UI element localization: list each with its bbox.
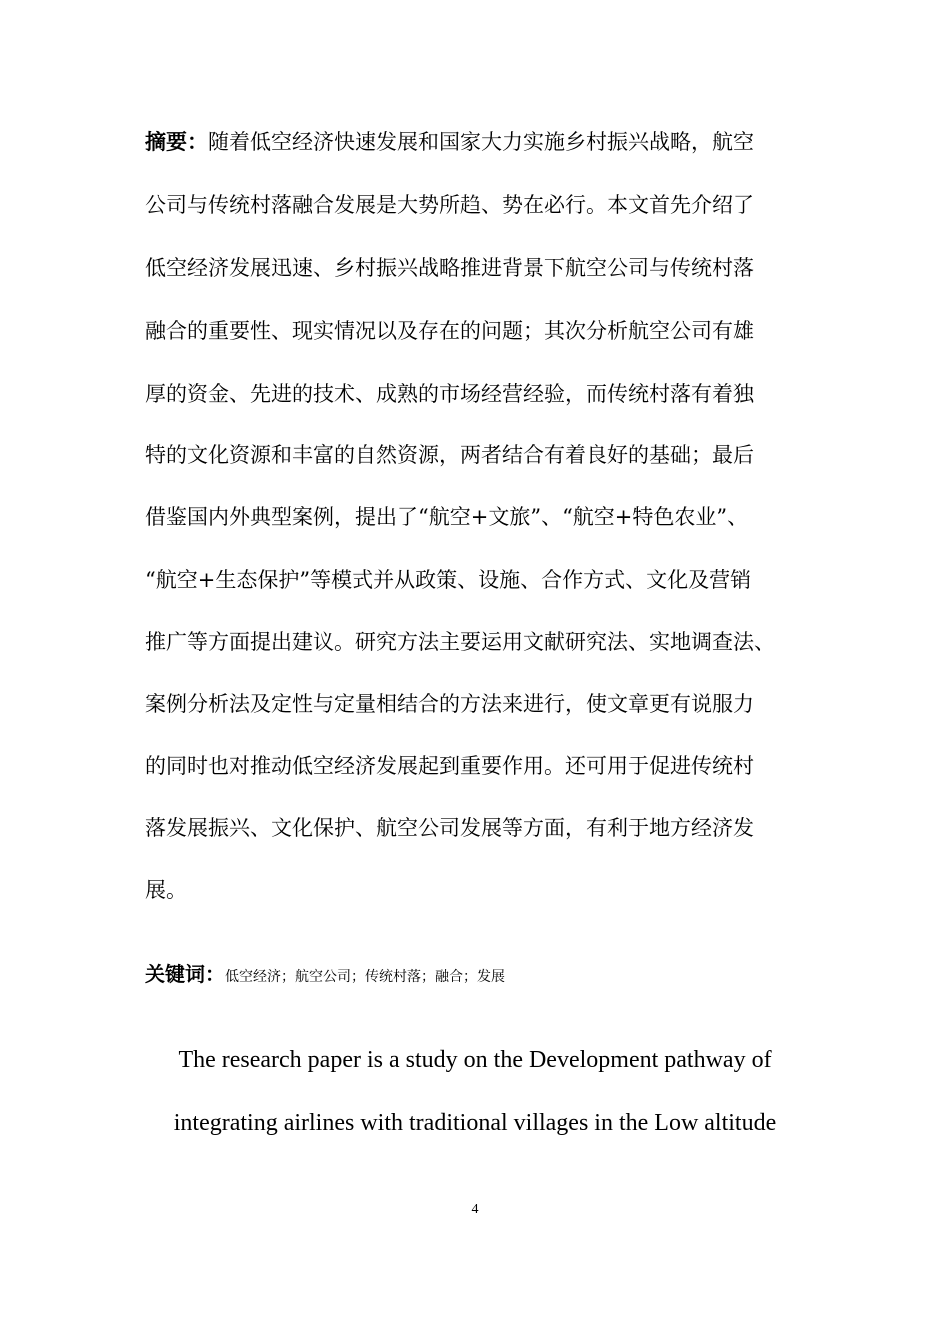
abstract-line-4: 融合的重要性、现实情况以及存在的问题；其次分析航空公司有雄	[145, 319, 754, 343]
keywords-heading: 关键词：	[145, 962, 225, 986]
page-number: 4	[471, 1202, 479, 1217]
english-title-line-1: The research paper is a study on the Development pathway of	[178, 1047, 772, 1073]
abstract-line-10: 案例分析法及定性与定量相结合的方法来进行，使文章更有说服力	[145, 692, 754, 716]
abstract-text: 随着低空经济快速发展和国家大力实施乡村振兴战略，航空	[208, 130, 754, 154]
keywords-text: 低空经济；航空公司；传统村落；融合；发展	[225, 969, 505, 985]
abstract-line-1	[145, 122, 754, 162]
abstract-line-9: 推广等方面提出建议。研究方法主要运用文献研究法、实地调查法、	[145, 630, 775, 654]
abstract-line-3: 低空经济发展迅速、乡村振兴战略推进背景下航空公司与传统村落	[145, 256, 754, 280]
abstract-line-5: 厚的资金、先进的技术、成熟的市场经营经验，而传统村落有着独	[145, 382, 754, 406]
abstract-line-8: “航空+生态保护”等模式并从政策、设施、合作方式、文化及营销	[145, 568, 752, 592]
abstract-line-13: 展。	[145, 878, 187, 902]
abstract-line-12: 落发展振兴、文化保护、航空公司发展等方面，有利于地方经济发	[145, 816, 754, 840]
abstract-heading: 摘要：	[145, 130, 208, 154]
abstract-line-2: 公司与传统村落融合发展是大势所趋、势在必行。本文首先介绍了	[145, 193, 754, 217]
abstract-line-11: 的同时也对推动低空经济发展起到重要作用。还可用于促进传统村	[145, 754, 754, 778]
abstract-line-7: 借鉴国内外典型案例，提出了“航空+文旅”、“航空+特色农业”、	[145, 505, 749, 529]
keywords-line	[145, 954, 505, 994]
english-title-line-2: integrating airlines with traditional villages in the Low altitude	[173, 1110, 777, 1136]
abstract-line-6: 特的文化资源和丰富的自然资源，两者结合有着良好的基础；最后	[145, 443, 754, 467]
